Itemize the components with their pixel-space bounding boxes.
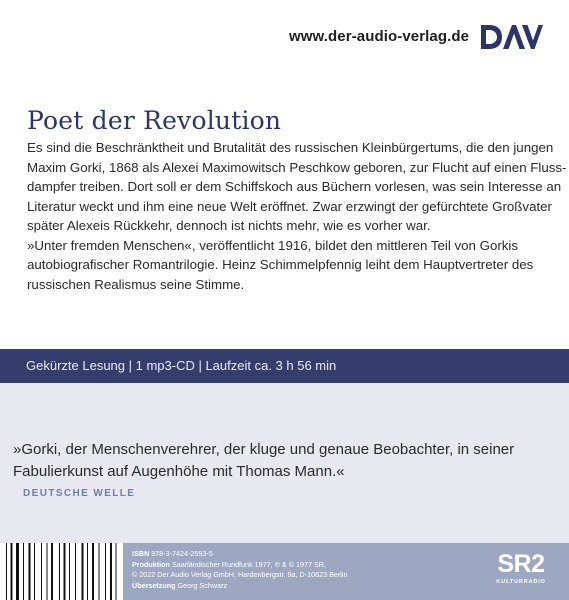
description-line: Literatur weckt und ihm eine neue Welt eröffnet. Zwar erzwingt der gefürchtete Großvater: [27, 198, 552, 214]
barcode-bar: [51, 543, 53, 600]
barcode-bar: [69, 543, 70, 600]
barcode-bar: [105, 543, 106, 600]
production-label: Produktion: [132, 559, 170, 569]
description-line: »Unter fremden Menschen«, veröffentlicht 1916, bildet den mittleren Teil von Gorkis: [27, 237, 519, 253]
barcode-bar: [41, 543, 42, 600]
sr2-logo-text: SR2: [497, 550, 545, 578]
description-line: Maxim Gorki, 1868 als Alexei Maximowitsch Peschkow geboren, zur Flucht auf einen Fluss-: [27, 159, 567, 175]
barcode-bar: [29, 543, 31, 600]
barcode-bar: [92, 543, 94, 600]
sr2-logo: [492, 550, 550, 594]
publication-info: [132, 549, 347, 591]
description: [27, 138, 567, 294]
barcode-bar: [23, 543, 24, 600]
barcode-bar: [99, 543, 100, 600]
barcode-bar: [11, 543, 13, 600]
barcode-bar: [116, 543, 117, 600]
barcode: [0, 543, 123, 600]
description-line: autobiografischer Romantrilogie. Heinz Schimmelpfennig leiht dem Hauptvertreter des: [27, 257, 534, 272]
description-line: dampfer treiben. Dort soll er dem Schiffskoch aus Büchern vorlesen, was sein Interesse an: [27, 179, 562, 194]
description-line: später Alexeis Rückkehr, dennoch ist nichts mehr, wie es vorher war.: [27, 218, 431, 233]
footer: [0, 543, 569, 600]
barcode-bar: [87, 543, 88, 600]
sr2-logo-subtitle: KULTURRADIO: [496, 579, 546, 585]
barcode-bar: [16, 543, 19, 600]
barcode-bar: [110, 543, 112, 600]
barcode-bar: [59, 543, 60, 600]
production-value: Saarländischer Rundfunk 1977, ℗ & © 1977 SR,: [171, 559, 326, 569]
dav-logo: [481, 25, 543, 49]
quote-source: DEUTSCHE WELLE: [23, 488, 136, 499]
publisher-url[interactable]: www.der-audio-verlag.de: [289, 28, 470, 45]
description-line: russischen Realismus seine Stimme.: [27, 276, 245, 292]
barcode-bar: [75, 543, 76, 600]
quote-section: [0, 383, 569, 543]
translation-value: Georg Schwarz: [177, 580, 228, 590]
quote-line: [13, 461, 558, 505]
format-band: [0, 349, 569, 383]
press-quote: [13, 439, 558, 505]
copyright-line: © 2022 Der Audio Verlag GmbH, Hardenbergstr. 9a, D-10623 Berlin: [132, 570, 348, 579]
barcode-bar: [82, 543, 84, 600]
isbn-value: 978-3-7424-2593-5: [151, 549, 213, 558]
book-title: Poet der Revolution: [27, 106, 282, 135]
description-line: Es sind die Beschränktheit und Brutalität des russischen Kleinbürgertums, die den jungen: [27, 140, 554, 155]
translation-label: Übersetzung: [132, 580, 176, 590]
isbn-label: ISBN: [132, 549, 150, 558]
barcode-bar: [34, 543, 35, 600]
quote-line: »Gorki, der Menschenverehrer, der kluge und genaue Beobachter, in seiner: [13, 441, 515, 458]
barcode-bar: [6, 543, 7, 600]
barcode-bar: [64, 543, 66, 600]
quote-line-text: Fabulierkunst auf Augenhöhe mit Thomas Mann.«: [13, 463, 345, 480]
barcode-bar: [47, 543, 48, 600]
format-info: Gekürzte Lesung | 1 mp3-CD | Laufzeit ca. 3 h 56 min: [26, 358, 337, 373]
